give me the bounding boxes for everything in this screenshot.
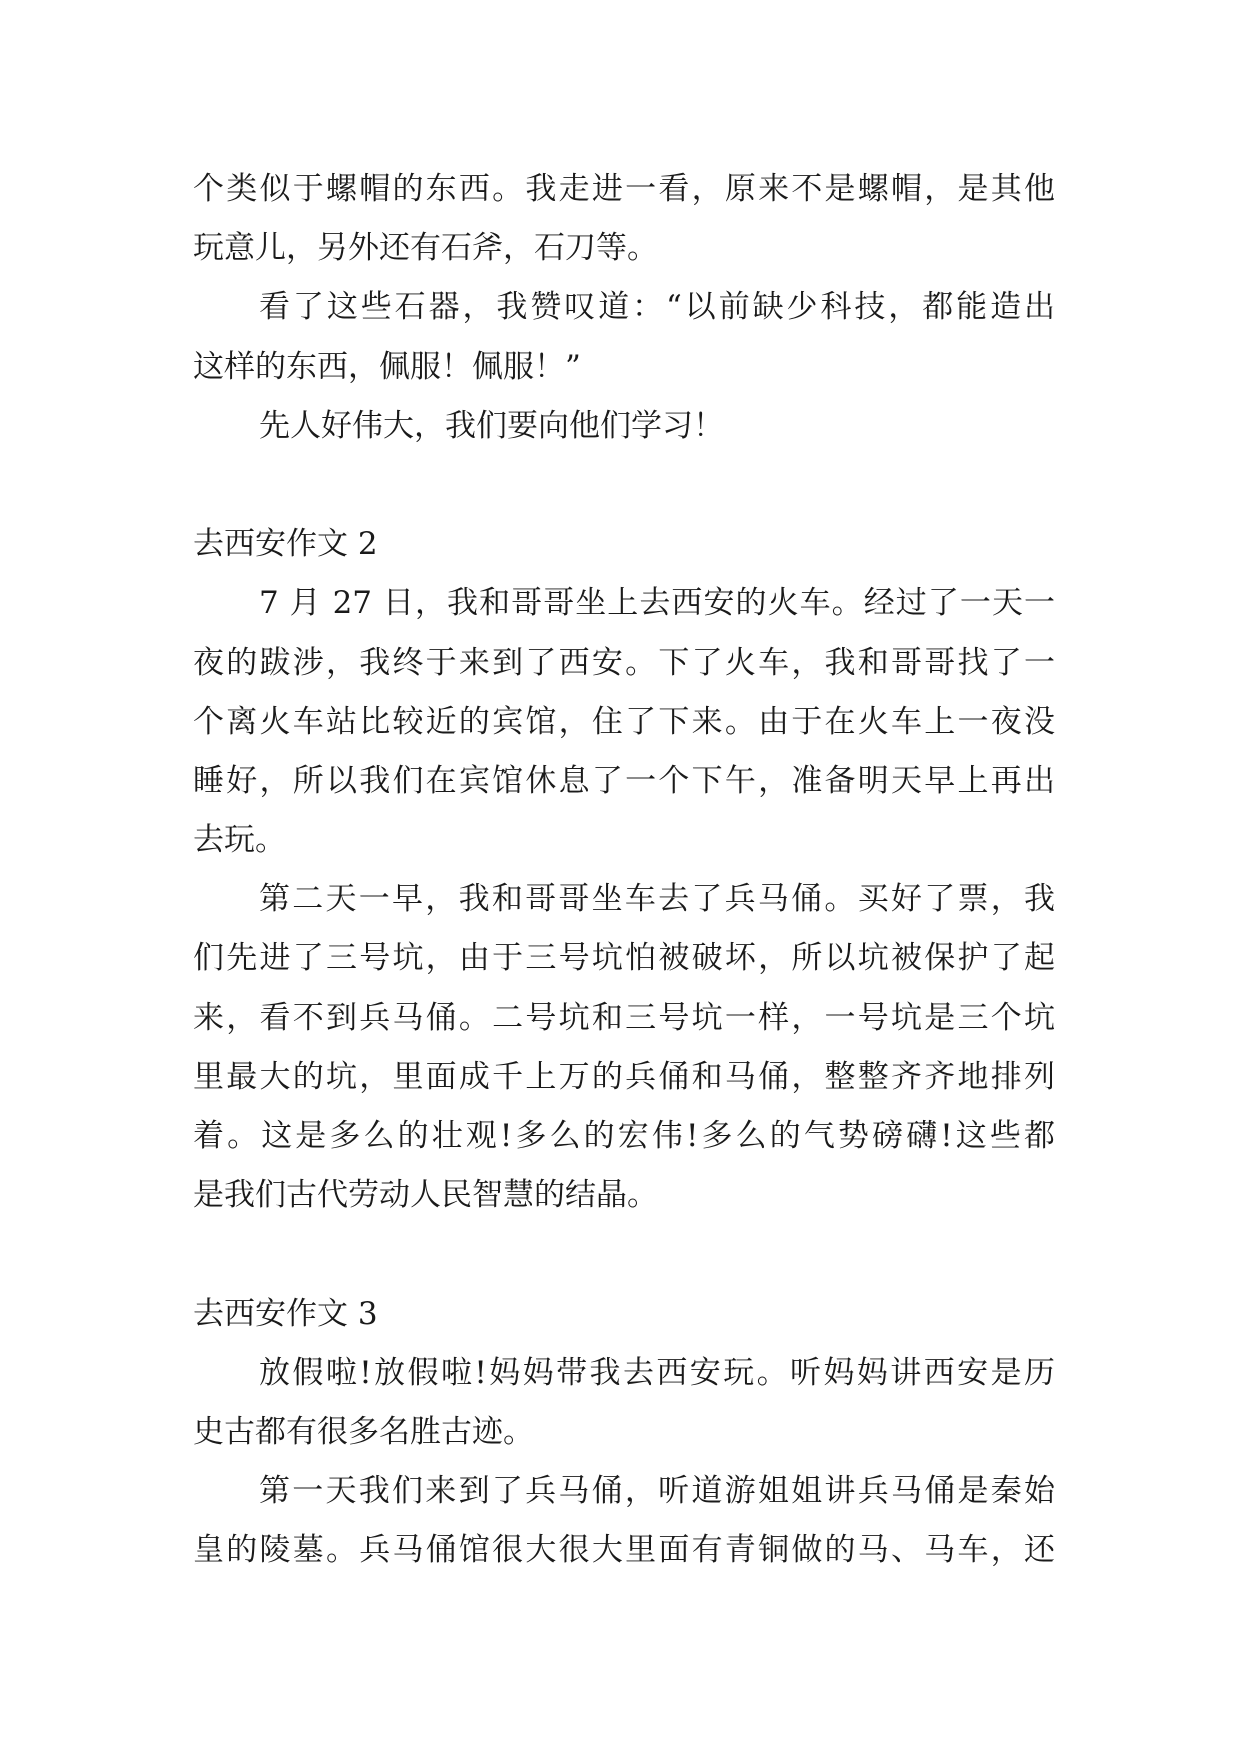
text-line: 史古都有很多名胜古迹。 <box>193 1413 534 1450</box>
text-line: 是我们古代劳动人民智慧的结晶。 <box>193 1177 658 1214</box>
text-line: 7 月 27 日，我和哥哥坐上去西安的火车。经过了一天一 <box>259 585 1055 622</box>
section-heading: 去西安作文 3 <box>193 1295 378 1332</box>
text-line: 皇的陵墓。兵马俑馆很大很大里面有青铜做的马、马车，还 <box>193 1532 1055 1569</box>
text-line: 放假啦!放假啦!妈妈带我去西安玩。听妈妈讲西安是历 <box>259 1354 1055 1391</box>
text-line: 先人好伟大，我们要向他们学习！ <box>259 407 724 444</box>
text-line: 去玩。 <box>193 822 286 859</box>
text-line: 们先进了三号坑，由于三号坑怕被破坏，所以坑被保护了起 <box>193 940 1055 977</box>
blank-line <box>193 1225 1055 1284</box>
text-line: 第一天我们来到了兵马俑，听道游姐姐讲兵马俑是秦始 <box>259 1473 1055 1510</box>
blank-line <box>193 456 1055 515</box>
text-line: 睡好，所以我们在宾馆休息了一个下午，准备明天早上再出 <box>193 762 1055 799</box>
text-line: 玩意儿，另外还有石斧，石刀等。 <box>193 230 658 267</box>
text-line: 里最大的坑，里面成千上万的兵俑和马俑，整整齐齐地排列 <box>193 1058 1055 1095</box>
text-line: 来，看不到兵马俑。二号坑和三号坑一样，一号坑是三个坑 <box>193 999 1055 1036</box>
text-line: 第二天一早，我和哥哥坐车去了兵马俑。买好了票，我 <box>259 881 1055 918</box>
text-line: 着。这是多么的壮观!多么的宏伟!多么的气势磅礴!这些都 <box>193 1118 1055 1154</box>
section-heading: 去西安作文 2 <box>193 526 378 563</box>
text-line: 这样的东西，佩服！佩服！” <box>193 348 581 385</box>
text-line: 个离火车站比较近的宾馆，住了下来。由于在火车上一夜没 <box>193 703 1055 740</box>
document-page <box>193 160 1055 1581</box>
text-line: 个类似于螺帽的东西。我走进一看，原来不是螺帽，是其他 <box>193 171 1055 207</box>
text-line: 看了这些石器，我赞叹道：“以前缺少科技，都能造出 <box>259 289 1055 326</box>
text-line: 夜的跋涉，我终于来到了西安。下了火车，我和哥哥找了一 <box>193 644 1055 681</box>
